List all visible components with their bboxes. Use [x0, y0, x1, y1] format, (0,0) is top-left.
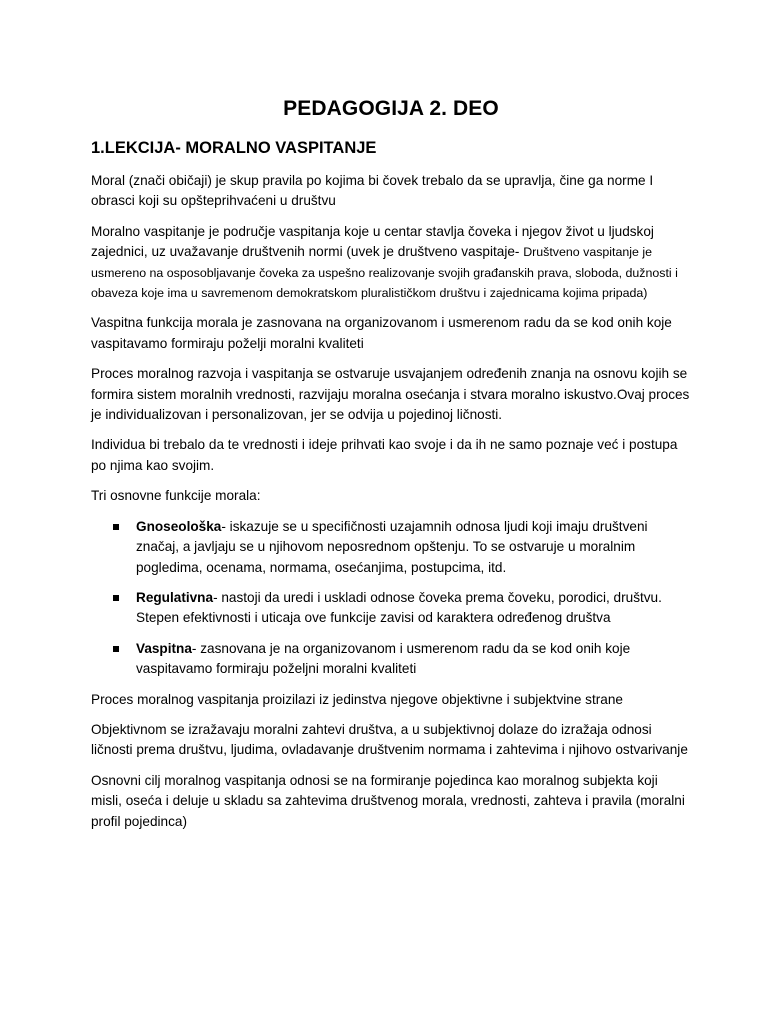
- list-item: [91, 517, 691, 578]
- lesson-heading: 1.LEKCIJA- MORALNO VASPITANJE: [91, 139, 377, 157]
- paragraph-objective-subjective: Objektivnom se izražavaju moralni zahtevi društva, a u subjektivnoj dolaze do izražaja odnosi ličnosti prema društvu, ljudima, ovladavanje društvenim normama i zahtevima i njihovo ostvarivanje: [91, 721, 688, 758]
- paragraph-educational-function: Vaspitna funkcija morala je zasnovana na organizovanom i usmerenom radu da se kod onih koje vaspitavamo formiraju poželji moralni kvaliteti: [91, 315, 672, 351]
- paragraph-moral-development: Proces moralnog razvoja i vaspitanja se ostvaruje usvajanjem određenih znanja na osnovu kojih se formira sistem moralnih vrednosti, razvijaju moralna osećanja i stvara moralno iskustvo.Ovaj proces je individualizovan i personalizovan, jer se odvija u pojedinoj ličnosti.: [91, 366, 690, 423]
- list-item-text: - iskazuje se u specifičnosti uzajamnih odnosa ljudi koji imaju društveni značaj, a javljaju se u njihovom neposrednom opštenju. To se ostvaruje u moralnim pogledima, ocenama, normama, osećanjima, postupcima, itd.: [136, 518, 648, 575]
- functions-list: [91, 517, 691, 680]
- paragraph-process-unity: Proces moralnog vaspitanja proizilazi iz jedinstva njegove objektivne i subjektvine strane: [91, 691, 623, 707]
- list-item-text: - zasnovana je na organizovanom i usmerenom radu da se kod onih koje vaspitavamo formiraju poželjni moralni kvaliteti: [136, 640, 631, 677]
- list-item: [91, 588, 691, 629]
- list-item: [91, 639, 691, 680]
- paragraph-social-education-note: Društveno vaspitanje je usmereno na osposobljavanje čoveka za uspešno realizovanje svojih građanskih prava, sloboda, dužnosti i obaveza koje ima u savremenom demokratskom pluralističkom društvu i zajednicama kojima pripada): [91, 245, 678, 301]
- document-page: [91, 92, 691, 832]
- document-title: PEDAGOGIJA 2. DEO: [283, 97, 499, 120]
- paragraph-moral-definition: Moral (znači običaji) je skup pravila po kojima bi čovek trebalo da se upravlja, čine ga norme I obrasci koji su opšteprihvaćeni u društvu: [91, 173, 654, 209]
- list-item-term: Regulativna: [136, 589, 214, 605]
- paragraph-moral-education: [91, 222, 691, 304]
- square-bullet-icon: [113, 646, 119, 652]
- paragraph-three-functions: Tri osnovne funkcije morala:: [91, 488, 261, 504]
- list-item-text: - nastoji da uredi i uskladi odnose čoveka prema čoveku, porodici, društvu. Stepen efektivnosti i uticaja ove funkcije zavisi od karaktera određenog društva: [136, 589, 662, 626]
- square-bullet-icon: [113, 524, 119, 530]
- square-bullet-icon: [113, 595, 119, 601]
- list-item-term: Vaspitna: [136, 640, 192, 656]
- paragraph-main-goal: Osnovni cilj moralnog vaspitanja odnosi se na formiranje pojedinca kao moralnog subjekta koji misli, oseća i deluje u skladu sa zahtevima društvenog morala, vrednosti, zahteva i pravila (moralni profil pojedinca): [91, 772, 685, 829]
- paragraph-individual: Individua bi trebalo da te vrednosti i ideje prihvati kao svoje i da ih ne samo poznaje već i postupa po njima kao svojim.: [91, 437, 678, 473]
- list-item-term: Gnoseološka: [136, 518, 222, 534]
- paragraph-moral-education-main: Moralno vaspitanje je područje vaspitanja koje u centar stavlja čoveka i njegov život u ljudskoj zajednici, uz uvažavanje društvenih normi (uvek je društveno vaspitaje-: [91, 223, 654, 260]
